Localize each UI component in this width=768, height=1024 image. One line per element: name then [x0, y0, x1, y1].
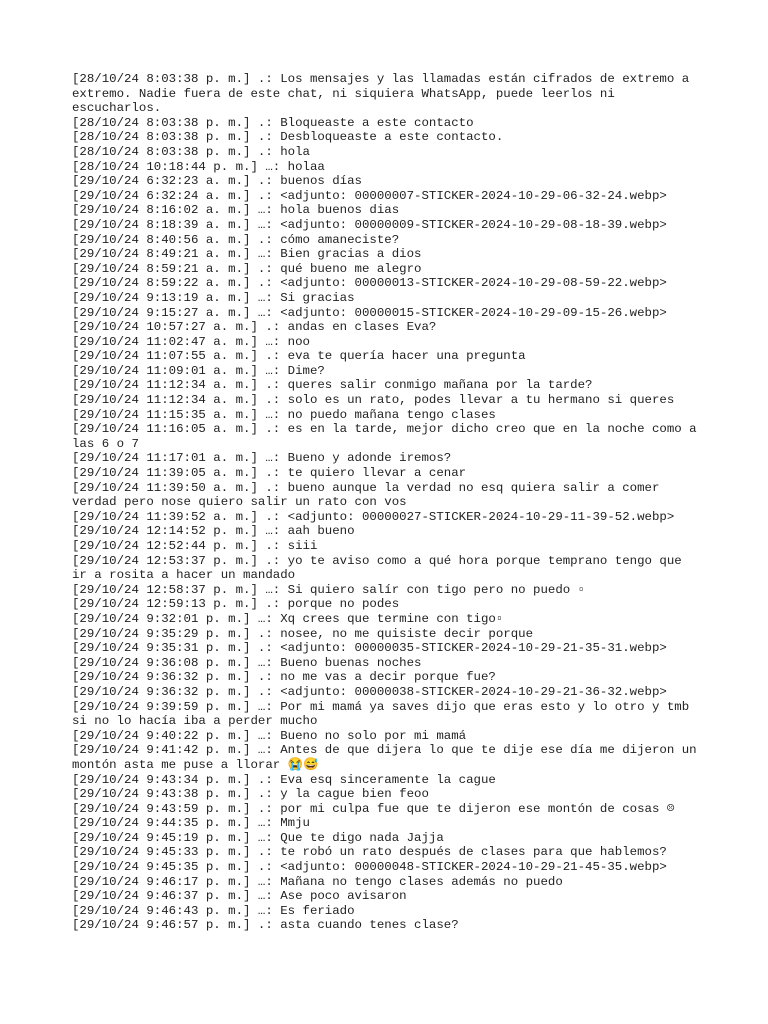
chat-message-line: [29/10/24 9:43:59 p. m.] .: por mi culpa fue que te dijeron ese montón de cosas ☹	[72, 801, 675, 816]
chat-message-line: [29/10/24 12:52:44 p. m.] .: siii	[72, 539, 318, 553]
chat-message-line: [29/10/24 8:59:21 a. m.] .: qué bueno me alegro	[72, 261, 422, 276]
chat-message-line: [29/10/24 11:39:05 a. m.] .: te quiero llevar a cenar	[72, 466, 467, 481]
chat-message-line: [29/10/24 8:49:21 a. m.] …: Bien gracias a dios	[72, 247, 422, 262]
chat-message-line: [29/10/24 12:14:52 p. m.] …: aah bueno	[72, 524, 355, 539]
chat-message-line: [28/10/24 8:03:38 p. m.] .: Bloqueaste a este contacto	[72, 115, 474, 130]
chat-message-line: [29/10/24 11:12:34 a. m.] .: solo es un rato, podes llevar a tu hermano si queres	[72, 393, 675, 408]
chat-message-line: [29/10/24 11:17:01 a. m.] …: Bueno y adonde iremos?	[72, 451, 452, 466]
chat-message-line: [29/10/24 9:46:57 p. m.] .: asta cuando tenes clase?	[72, 918, 459, 933]
chat-message-line: [28/10/24 8:03:38 p. m.] .: Los mensajes y las llamadas están cifrados de extremo a extremo. Nadie fuera de este chat, ni siquiera WhatsApp, puede leerlos ni escucharlos.	[72, 72, 697, 116]
chat-message-line: [29/10/24 8:18:39 a. m.] …: <adjunto: 00000009-STICKER-2024-10-29-08-18-39.webp>	[72, 217, 667, 232]
chat-message-line: [29/10/24 8:16:02 a. m.] …: hola buenos dias	[72, 203, 400, 218]
chat-message-line: [29/10/24 11:12:34 a. m.] .: queres salir conmigo mañana por la tarde?	[72, 378, 593, 393]
chat-message-line: [29/10/24 11:09:01 a. m.] …: Dime?	[72, 363, 325, 378]
chat-message-line: [29/10/24 6:32:24 a. m.] .: <adjunto: 00000007-STICKER-2024-10-29-06-32-24.webp>	[72, 188, 667, 203]
chat-message-line: [29/10/24 10:57:27 a. m.] .: andas en clases Eva?	[72, 320, 437, 335]
chat-message-line: [29/10/24 6:32:23 a. m.] .: buenos días	[72, 174, 362, 189]
chat-message-line: [29/10/24 9:43:34 p. m.] .: Eva esq sinceramente la cague	[72, 772, 496, 787]
chat-message-line: [29/10/24 11:02:47 a. m.] …: noo	[72, 334, 310, 349]
chat-message-line: [29/10/24 11:07:55 a. m.] .: eva te quería hacer una pregunta	[72, 349, 526, 364]
chat-message-line: [29/10/24 9:41:42 p. m.] …: Antes de que dijera lo que te dije ese día me dijeron un montón asta me puse a llorar 😭😅	[72, 743, 705, 772]
chat-message-line: [28/10/24 10:18:44 p. m.] …: holaa	[72, 159, 325, 174]
chat-message-line: [29/10/24 11:39:50 a. m.] .: bueno aunque la verdad no esq quiera salir a comer verdad pero nose quiero salir un rato con vos	[72, 480, 667, 510]
chat-message-line: [29/10/24 8:40:56 a. m.] .: cómo amaneciste?	[72, 232, 400, 247]
chat-message-line: [29/10/24 9:39:59 p. m.] …: Por mi mamá ya saves dijo que eras esto y lo otro y tmb si no lo hacía iba a perder mucho	[72, 699, 697, 729]
chat-message-line: [29/10/24 9:13:19 a. m.] …: Si gracias	[72, 290, 355, 305]
chat-message-line: [29/10/24 9:45:35 p. m.] .: <adjunto: 00000048-STICKER-2024-10-29-21-45-35.webp>	[72, 860, 667, 875]
chat-message-line: [29/10/24 11:39:52 a. m.] .: <adjunto: 00000027-STICKER-2024-10-29-11-39-52.webp>	[72, 509, 675, 524]
chat-message-line: [29/10/24 12:59:13 p. m.] .: porque no podes	[72, 597, 400, 612]
chat-message-line: [29/10/24 8:59:22 a. m.] .: <adjunto: 00000013-STICKER-2024-10-29-08-59-22.webp>	[72, 276, 667, 291]
chat-message-line: [29/10/24 9:36:32 p. m.] .: <adjunto: 00000038-STICKER-2024-10-29-21-36-32.webp>	[72, 684, 667, 699]
chat-message-line: [29/10/24 12:53:37 p. m.] .: yo te aviso como a qué hora porque temprano tengo que ir a rosita a hacer un mandado	[72, 553, 690, 583]
chat-message-line: [29/10/24 12:58:37 p. m.] …: Si quiero salír con tigo pero no puedo ▫	[72, 582, 586, 597]
chat-message-line: [29/10/24 9:36:32 p. m.] .: no me vas a decir porque fue?	[72, 670, 496, 685]
chat-message-line: [29/10/24 9:15:27 a. m.] …: <adjunto: 00000015-STICKER-2024-10-29-09-15-26.webp>	[72, 305, 667, 320]
chat-message-line: [28/10/24 8:03:38 p. m.] .: hola	[72, 144, 310, 159]
chat-message-line: [29/10/24 11:15:35 a. m.] …: no puedo mañana tengo clases	[72, 407, 496, 422]
chat-message-line: [29/10/24 9:46:43 p. m.] …: Es feriado	[72, 903, 355, 918]
chat-message-line: [29/10/24 11:16:05 a. m.] .: es en la tarde, mejor dicho creo que en la noche como a las 6 o 7	[72, 422, 705, 451]
chat-message-line: [29/10/24 9:43:38 p. m.] .: y la cague bien feoo	[72, 787, 429, 802]
chat-message-line: [29/10/24 9:35:31 p. m.] .: <adjunto: 00000035-STICKER-2024-10-29-21-35-31.webp>	[72, 641, 667, 656]
chat-message-line: [29/10/24 9:35:29 p. m.] .: nosee, no me quisiste decir porque	[72, 626, 534, 641]
chat-message-line: [29/10/24 9:46:37 p. m.] …: Ase poco avisaron	[72, 889, 407, 904]
chat-message-line: [29/10/24 9:32:01 p. m.] …: Xq crees que termine con tigo▫	[72, 611, 504, 626]
chat-message-line: [29/10/24 9:40:22 p. m.] …: Bueno no solo por mi mamá	[72, 728, 467, 743]
chat-message-line: [29/10/24 9:44:35 p. m.] …: Mmju	[72, 816, 310, 831]
chat-message-line: [29/10/24 9:45:19 p. m.] …: Que te digo nada Jajja	[72, 830, 444, 845]
chat-message-line: [29/10/24 9:46:17 p. m.] …: Mañana no tengo clases además no puedo	[72, 874, 563, 889]
chat-message-line: [29/10/24 9:45:33 p. m.] .: te robó un rato después de clases para que hablemos?	[72, 845, 667, 860]
chat-message-line: [28/10/24 8:03:38 p. m.] .: Desbloqueaste a este contacto.	[72, 130, 504, 145]
chat-message-line: [29/10/24 9:36:08 p. m.] …: Bueno buenas noches	[72, 655, 422, 670]
chat-transcript-page	[72, 72, 704, 933]
